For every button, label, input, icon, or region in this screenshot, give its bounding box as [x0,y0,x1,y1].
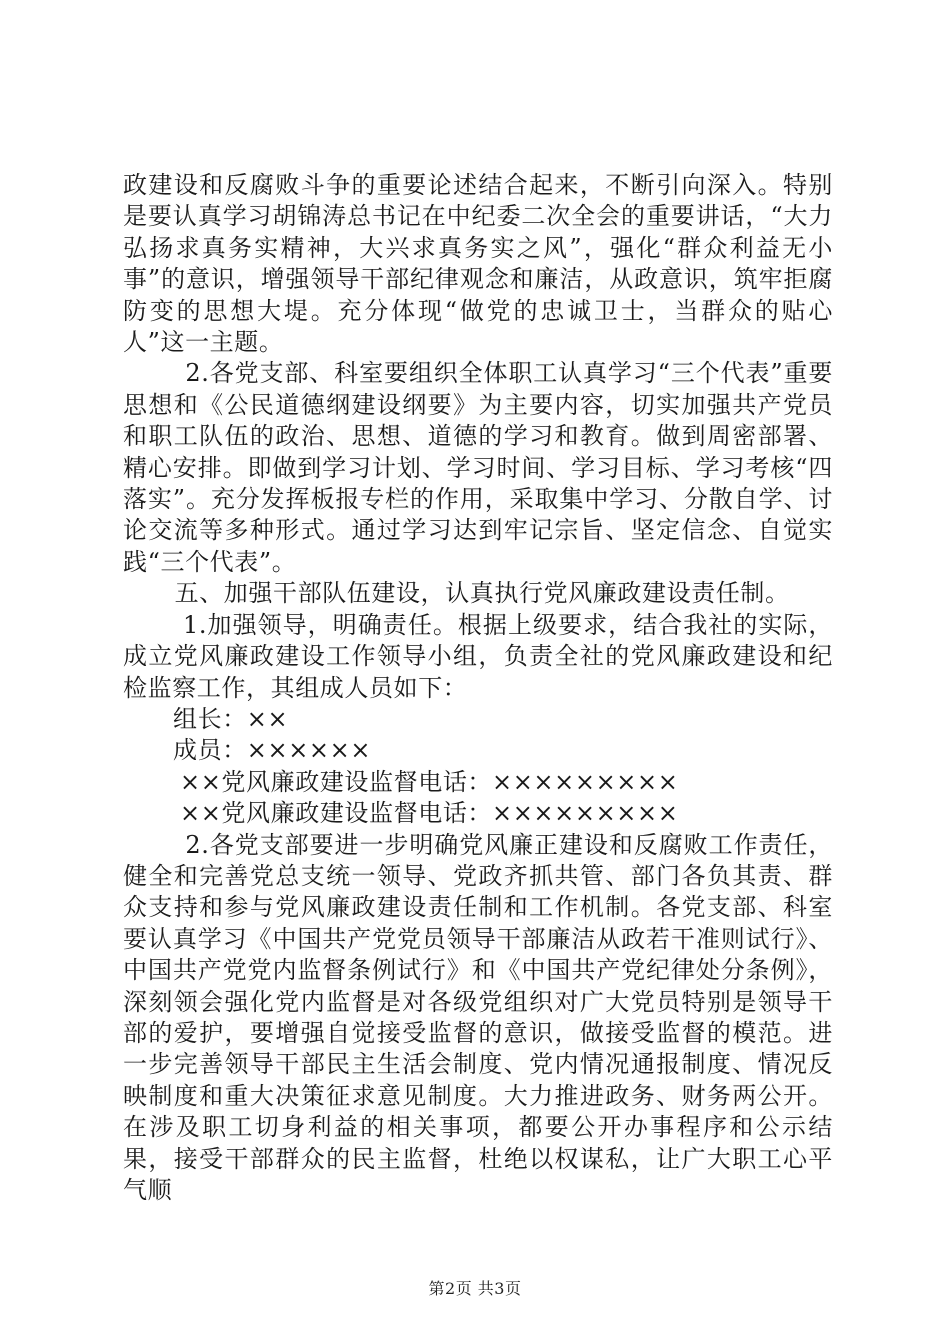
section-heading-5: 五、加强干部队伍建设，认真执行党风廉政建设责任制。 [174,579,790,608]
paragraph-item-2-responsibility: 2.各党支部要进一步明确党风廉正建设和反腐败工作责任，健全和完善党总支统一领导、党政齐抓共管、部门各负其责、群众支持和参与党风廉政建设责任制和工作机制。各党支部、科室要认真学习《中国共产党党员领导干部廉洁从政若干准则试行》、中国共产党党内监督条例试行》和《中国共产党纪律处分条例》，深刻领会强化党内监督是对各级党组织对广大党员特别是领导干部的爱护，要增强自觉接受监督的意识，做接受监督的模范。进一步完善领导干部民主生活会制度、党内情况通报制度、情况反映制度和重大决策征求意见制度。大力推进政务、财务两公开。在涉及职工切身利益的相关事项，都要公开办事程序和公示结果，接受干部群众的民主监督，杜绝以权谋私，让广大职工心平气顺 [123,830,833,1204]
page-footer: 第2页 共3页 [428,1279,522,1298]
paragraph-item-1-leadership: 1.加强领导，明确责任。根据上级要求，结合我社的实际，成立党风廉政建设工作领导小组，负责全社的党风廉政建设和纪检监察工作，其组成人员如下： [123,610,833,702]
hotline-line-2: ××党风廉政建设监督电话：××××××××× [180,799,679,828]
paragraph-continuation: 政建设和反腐败斗争的重要论述结合起来，不断引向深入。特别是要认真学习胡锦涛总书记在中纪委二次全会的重要讲话，“大力弘扬求真务实精神，大兴求真务实之风”，强化“群众利益无小事”的意识，增强领导干部纪律观念和廉洁，从政意识，筑牢拒腐防变的思想大堤。充分体现“做党的忠诚卫士，当群众的贴心人”这一主题。 [123,171,833,357]
member-leader-line: 组长：×× [173,704,289,733]
document-body [123,170,833,1206]
hotline-line-1: ××党风廉政建设监督电话：××××××××× [180,767,679,796]
paragraph-item-2-study: 2.各党支部、科室要组织全体职工认真学习“三个代表”重要思想和《公民道德纲建设纲要》为主要内容，切实加强共产党员和职工队伍的政治、思想、道德的学习和教育。做到周密部署、精心安排。即做到学习计划、学习时间、学习目标、学习考核“四落实”。充分发挥板报专栏的作用，采取集中学习、分散自学、讨论交流等多种形式。通过学习达到牢记宗旨、坚定信念、自觉实践“三个代表”。 [123,359,833,576]
member-list-line: 成员：×××××× [173,736,372,765]
